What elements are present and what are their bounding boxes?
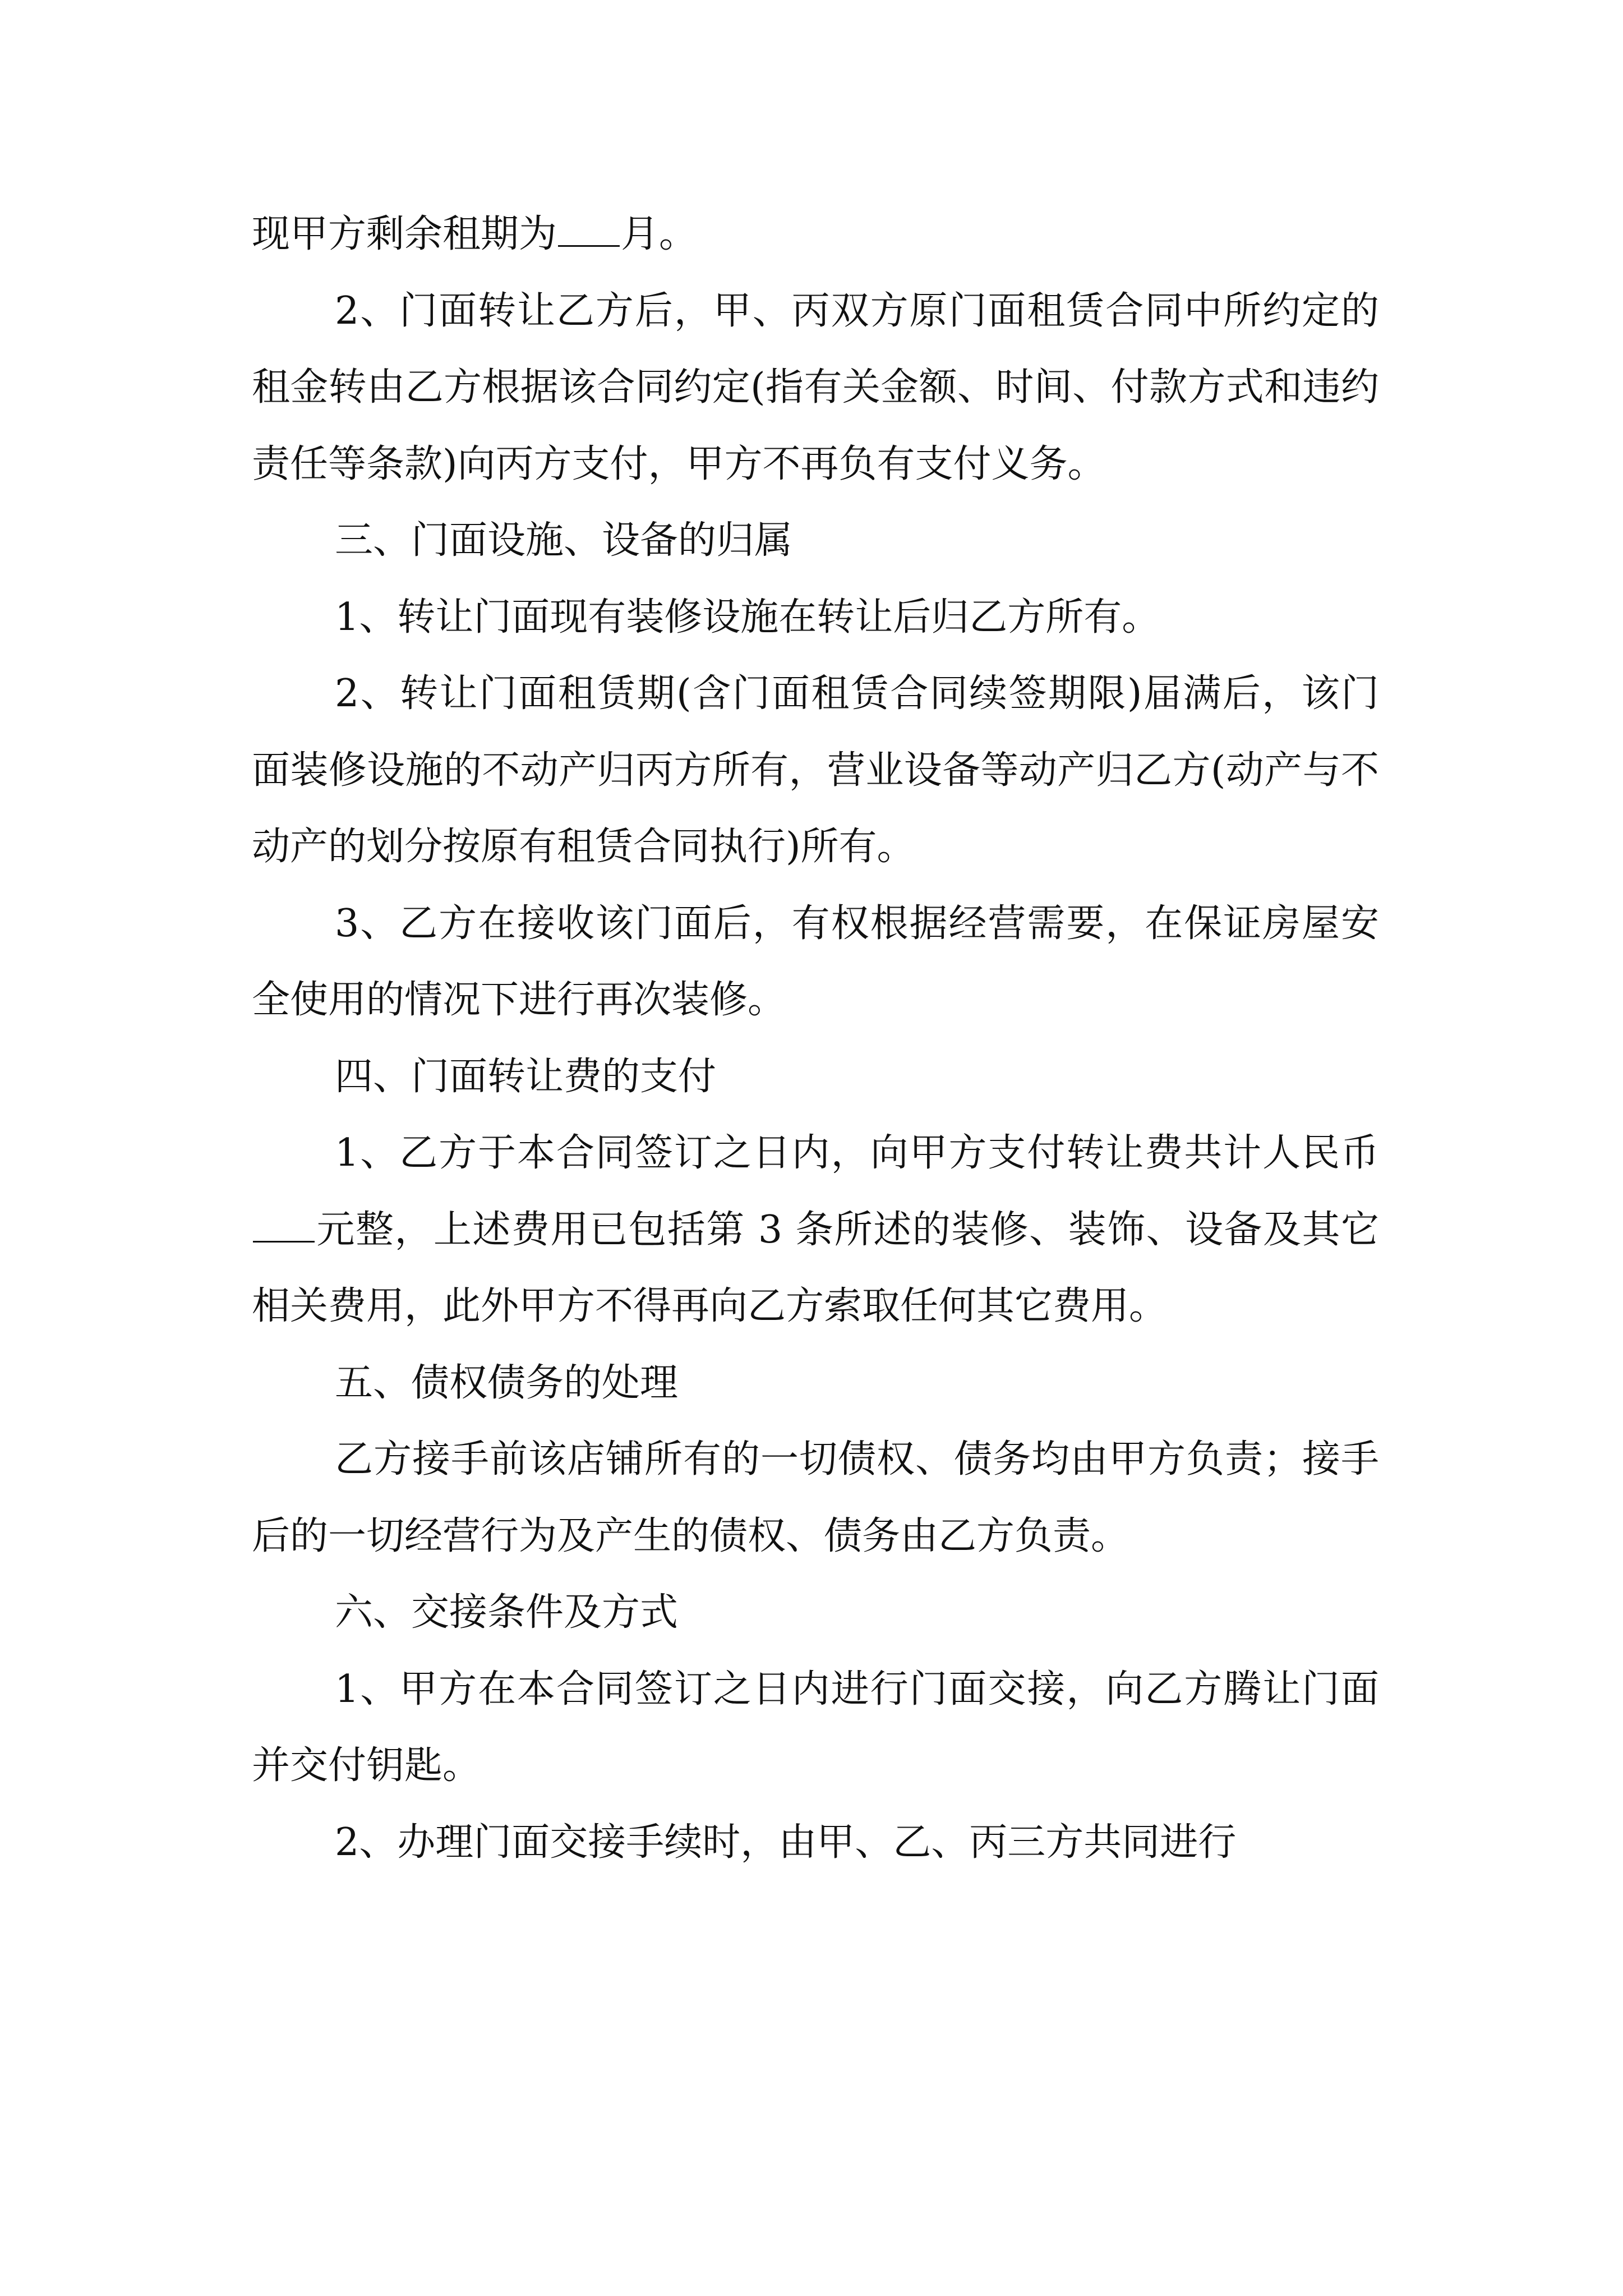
blank-field-amount [253, 1206, 315, 1242]
paragraph-rent-transfer: 2、门面转让乙方后，甲、丙双方原门面租赁合同中所约定的租金转由乙方根据该合同约定(指有关金额、时间、付款方式和违约责任等条款)向丙方支付，甲方不再负有支付义务。 [252, 288, 1379, 486]
paragraph-3-1: 1、转让门面现有装修设施在转让后归乙方所有。 [335, 595, 1160, 639]
section-heading-3: 三、门面设施、设备的归属 [335, 518, 793, 563]
section-heading-6: 六、交接条件及方式 [335, 1590, 679, 1635]
section-heading-5: 五、债权债务的处理 [335, 1360, 679, 1405]
paragraph-6-2: 2、办理门面交接手续时，由甲、乙、丙三方共同进行 [335, 1820, 1237, 1865]
paragraph-text: 1、乙方于本合同签订之日内，向甲方支付转让费共计人民币 [335, 1131, 1379, 1175]
paragraph-3-2: 2、转让门面租赁期(含门面租赁合同续签期限)届满后，该门面装修设施的不动产归丙方所有，营业设备等动产归乙方(动产与不动产的划分按原有租赁合同执行)所有。 [252, 671, 1379, 869]
section-heading-4: 四、门面转让费的支付 [335, 1054, 717, 1099]
paragraph-text: 元整，上述费用已包括第 3 条所述的装修、装饰、设备及其它相关费用，此外甲方不得再向乙方索取任何其它费用。 [252, 1207, 1379, 1328]
document-body [252, 196, 1379, 1881]
paragraph-4-1 [252, 1115, 1379, 1345]
paragraph-text: 月。 [621, 212, 698, 256]
paragraph-3-3: 3、乙方在接收该门面后，有权根据经营需要，在保证房屋安全使用的情况下进行再次装修。 [252, 901, 1379, 1022]
blank-field-months [558, 211, 620, 247]
paragraph-text: 现甲方剩余租期为 [252, 212, 557, 256]
paragraph-6-1: 1、甲方在本合同签订之日内进行门面交接，向乙方腾让门面并交付钥匙。 [252, 1667, 1379, 1788]
paragraph-remaining-lease [252, 196, 1379, 273]
paragraph-5: 乙方接手前该店铺所有的一切债权、债务均由甲方负责；接手后的一切经营行为及产生的债权、债务由乙方负责。 [252, 1437, 1379, 1558]
